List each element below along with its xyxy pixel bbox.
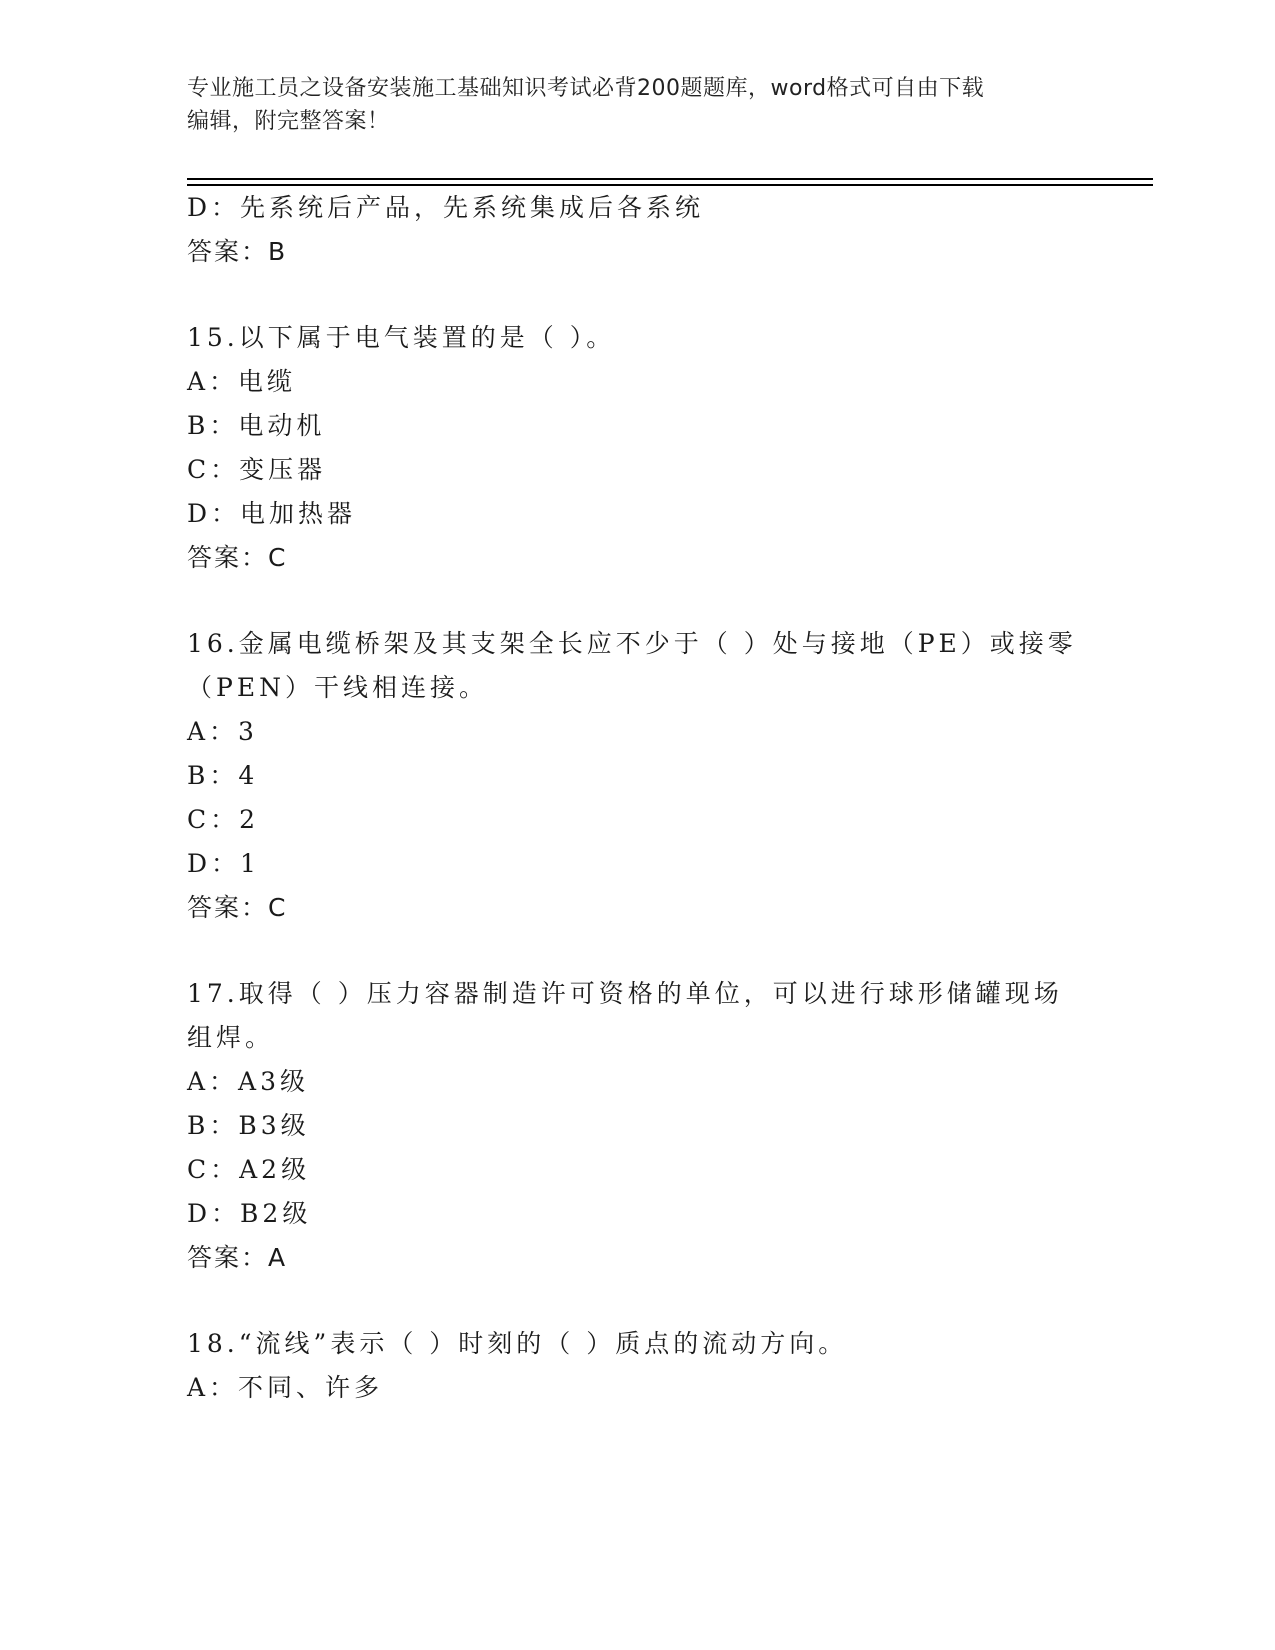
- question-17-option-d: D：B2级: [187, 1199, 312, 1228]
- prev-option-d: D：先系统后产品，先系统集成后各系统: [187, 193, 705, 222]
- prev-answer: 答案：B: [187, 237, 288, 266]
- question-17-option-b: B：B3级: [187, 1111, 310, 1140]
- document-header: [187, 72, 1067, 138]
- question-16-option-a: A：3: [187, 717, 258, 746]
- header-line-2: 编辑，附完整答案！: [187, 109, 390, 134]
- question-15-option-b: B：电动机: [187, 411, 326, 440]
- question-15-answer: 答案：C: [187, 543, 288, 572]
- question-15-option-a: A：电缆: [187, 367, 297, 396]
- question-17-option-c: C：A2级: [187, 1155, 311, 1184]
- header-divider-top: [187, 178, 1153, 180]
- question-18-option-a: A：不同、许多: [187, 1373, 384, 1402]
- question-16-answer: 答案：C: [187, 893, 288, 922]
- header-line-1: 专业施工员之设备安装施工基础知识考试必背200题题库，word格式可自由下载: [187, 76, 985, 101]
- header-divider-bottom: [187, 184, 1153, 186]
- question-17-option-a: A：A3级: [187, 1067, 310, 1096]
- question-17-stem-line-2: 组焊。: [187, 1023, 275, 1052]
- question-17-stem-line-1: 17.取得（ ）压力容器制造许可资格的单位，可以进行球形储罐现场: [187, 979, 1063, 1008]
- question-15-option-c: C：变压器: [187, 455, 327, 484]
- question-15-option-d: D：电加热器: [187, 499, 357, 528]
- question-18-stem: 18.“流线”表示（ ）时刻的（ ）质点的流动方向。: [187, 1329, 848, 1358]
- question-16-option-b: B：4: [187, 761, 259, 790]
- question-17-answer: 答案：A: [187, 1243, 288, 1272]
- question-15-stem: 15.以下属于电气装置的是（ ）。: [187, 323, 616, 352]
- question-16-stem-line-1: 16.金属电缆桥架及其支架全长应不少于（ ）处与接地（PE）或接零: [187, 629, 1077, 658]
- question-16-stem-line-2: （PEN）干线相连接。: [187, 673, 488, 702]
- question-16-option-c: C：2: [187, 805, 260, 834]
- question-16-option-d: D：1: [187, 849, 260, 878]
